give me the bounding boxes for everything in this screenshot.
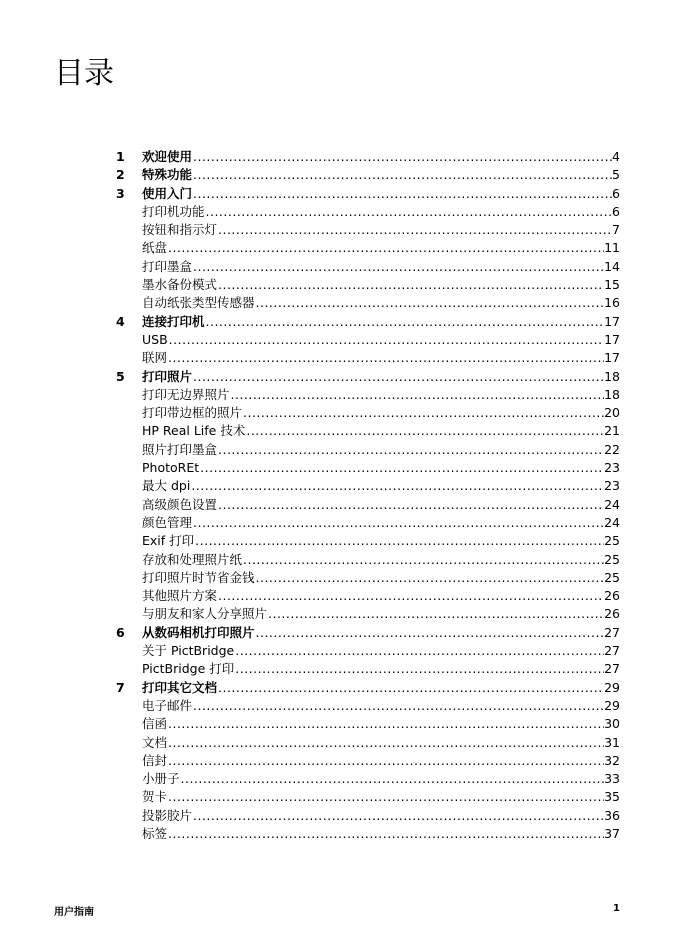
toc-page-number[interactable]: 27 [604, 643, 620, 659]
toc-entry-title[interactable]: 与朋友和家人分享照片 [142, 606, 268, 622]
toc-entry-title[interactable]: 打印其它文档 [142, 679, 218, 695]
toc-entry-title[interactable]: 打印无边界照片 [142, 386, 230, 402]
toc-section-row[interactable] [0, 660, 683, 678]
toc-dot-leader [193, 148, 612, 166]
toc-chapter-row[interactable] [0, 148, 683, 166]
toc-dot-leader [193, 697, 604, 715]
toc-section-row[interactable] [0, 386, 683, 404]
toc-page-number[interactable]: 25 [604, 569, 620, 585]
toc-entry-title[interactable]: 投影胶片 [142, 807, 193, 823]
toc-section-row[interactable] [0, 752, 683, 770]
toc-dot-leader [243, 551, 604, 569]
toc-chapter-row[interactable] [0, 368, 683, 386]
toc-page-number[interactable]: 18 [604, 386, 620, 402]
toc-entry-title[interactable]: 欢迎使用 [142, 149, 193, 164]
toc-entry-line [142, 697, 620, 715]
toc-page-number[interactable]: 36 [604, 807, 620, 823]
toc-entry-title[interactable]: 自动纸张类型传感器 [142, 295, 255, 311]
toc-entry-line [142, 477, 620, 495]
toc-entry-title[interactable]: 打印照片 [142, 368, 193, 384]
toc-chapter-number: 2 [116, 167, 125, 183]
toc-chapter-number: 3 [116, 185, 125, 201]
toc-page-number[interactable]: 24 [604, 514, 620, 530]
toc-section-row[interactable] [0, 496, 683, 514]
toc-entry-title[interactable]: 打印照片时节省金钱 [142, 569, 255, 585]
toc-chapter-row[interactable] [0, 313, 683, 331]
toc-dot-leader [169, 331, 604, 349]
toc-entry-line [142, 441, 620, 459]
toc-dot-leader [231, 386, 605, 404]
toc-dot-leader [200, 459, 604, 477]
toc-dot-leader [256, 569, 605, 587]
toc-entry-title[interactable]: 使用入门 [142, 185, 193, 201]
toc-dot-leader [193, 807, 604, 825]
toc-page-number[interactable]: 29 [604, 697, 620, 713]
toc-section-row[interactable] [0, 770, 683, 788]
toc-dot-leader [256, 294, 605, 312]
toc-entry-line [142, 569, 620, 587]
toc-dot-leader [206, 203, 613, 221]
toc-page-number[interactable]: 22 [604, 441, 620, 457]
toc-dot-leader [218, 441, 604, 459]
toc-entry-line [142, 349, 620, 367]
toc-section-row[interactable] [0, 734, 683, 752]
toc-section-row[interactable] [0, 514, 683, 532]
toc-dot-leader [235, 660, 604, 678]
toc-entry-title[interactable]: 高级颜色设置 [142, 496, 218, 512]
toc-entry-line [142, 148, 620, 166]
toc-dot-leader [218, 221, 612, 239]
toc-entry-title[interactable]: 标签 [142, 825, 168, 841]
toc-chapter-number: 1 [116, 149, 125, 164]
toc-entry-line [142, 605, 620, 623]
toc-entry-line [142, 368, 620, 386]
toc-dot-leader [191, 477, 604, 495]
toc-section-row[interactable] [0, 715, 683, 733]
toc-entry-line [142, 221, 620, 239]
toc-entry-line [142, 825, 620, 843]
toc-page-number[interactable]: 35 [604, 789, 620, 805]
toc-chapter-row[interactable] [0, 166, 683, 184]
toc-page-number[interactable]: 29 [604, 679, 620, 695]
toc-page-number[interactable]: 4 [612, 149, 620, 164]
page-title: 目录 [54, 56, 114, 91]
toc-section-row[interactable] [0, 788, 683, 806]
toc-section-row[interactable] [0, 569, 683, 587]
toc-entry-title[interactable]: 特殊功能 [142, 167, 193, 183]
toc-entry-line [142, 642, 620, 660]
toc-entry-line [142, 514, 620, 532]
toc-page-number[interactable]: 6 [612, 203, 620, 219]
toc-entry-title[interactable]: 小册子 [142, 771, 180, 787]
toc-page-number[interactable]: 37 [604, 825, 620, 841]
toc-entry-title[interactable]: 文档 [142, 734, 168, 750]
toc-page-number[interactable]: 25 [604, 533, 620, 549]
toc-entry-title[interactable]: 最大 dpi [142, 478, 191, 494]
toc-dot-leader [168, 349, 604, 367]
toc-entry-line [142, 386, 620, 404]
toc-page-number[interactable]: 27 [604, 661, 620, 677]
table-of-contents [0, 148, 683, 843]
toc-dot-leader [193, 166, 612, 184]
toc-section-row[interactable] [0, 825, 683, 843]
toc-chapter-row[interactable] [0, 679, 683, 697]
toc-entry-line [142, 788, 620, 806]
toc-section-row[interactable] [0, 807, 683, 825]
toc-entry-title[interactable]: 贺卡 [142, 789, 168, 805]
toc-dot-leader [206, 313, 605, 331]
toc-entry-line [142, 239, 620, 257]
toc-dot-leader [218, 276, 604, 294]
toc-entry-title[interactable]: 打印机功能 [142, 203, 205, 219]
toc-dot-leader [218, 679, 604, 697]
toc-page-number[interactable]: 6 [612, 185, 620, 201]
toc-section-row[interactable] [0, 331, 683, 349]
toc-page-number[interactable]: 30 [604, 716, 620, 732]
toc-page-number[interactable]: 23 [604, 460, 620, 476]
toc-entry-title[interactable]: 电子邮件 [142, 697, 193, 713]
toc-page-number[interactable]: 27 [604, 624, 620, 640]
toc-entry-title[interactable]: 打印墨盒 [142, 258, 193, 274]
toc-page-number[interactable]: 15 [604, 277, 620, 293]
toc-chapter-row[interactable] [0, 624, 683, 642]
toc-dot-leader [256, 624, 605, 642]
toc-entry-title[interactable]: 关于 PictBridge [142, 643, 235, 659]
toc-dot-leader [193, 514, 604, 532]
toc-entry-line [142, 166, 620, 184]
toc-entry-line [142, 770, 620, 788]
toc-page-number[interactable]: 17 [604, 313, 620, 329]
toc-page-number[interactable]: 26 [604, 588, 620, 604]
toc-section-row[interactable] [0, 221, 683, 239]
toc-section-row[interactable] [0, 697, 683, 715]
toc-entry-title[interactable]: 从数码相机打印照片 [142, 624, 255, 640]
toc-dot-leader [168, 239, 604, 257]
toc-dot-leader [218, 587, 604, 605]
toc-dot-leader [181, 770, 605, 788]
toc-page-number[interactable]: 7 [612, 222, 620, 238]
toc-page-number[interactable]: 31 [604, 734, 620, 750]
toc-dot-leader [168, 825, 604, 843]
toc-entry-title[interactable]: 连接打印机 [142, 313, 205, 329]
toc-section-row[interactable] [0, 349, 683, 367]
toc-entry-line [142, 276, 620, 294]
toc-section-row[interactable] [0, 441, 683, 459]
toc-entry-line [142, 496, 620, 514]
toc-section-row[interactable] [0, 532, 683, 550]
toc-entry-line [142, 459, 620, 477]
toc-dot-leader [193, 185, 612, 203]
toc-page-number[interactable]: 17 [604, 350, 620, 366]
toc-section-row[interactable] [0, 605, 683, 623]
toc-chapter-number: 4 [116, 313, 125, 329]
toc-section-row[interactable] [0, 239, 683, 257]
toc-chapter-row[interactable] [0, 185, 683, 203]
toc-entry-title[interactable]: 联网 [142, 350, 168, 366]
toc-entry-title[interactable]: 打印带边框的照片 [142, 405, 243, 421]
toc-section-row[interactable] [0, 404, 683, 422]
toc-dot-leader [193, 258, 604, 276]
toc-chapter-number: 6 [116, 624, 125, 640]
toc-section-row[interactable] [0, 477, 683, 495]
toc-section-row[interactable] [0, 276, 683, 294]
toc-entry-title[interactable]: USB [142, 331, 168, 347]
toc-section-row[interactable] [0, 642, 683, 660]
toc-entry-line [142, 185, 620, 203]
toc-section-row[interactable] [0, 587, 683, 605]
toc-entry-line [142, 331, 620, 349]
toc-entry-title[interactable]: 纸盘 [142, 240, 168, 256]
toc-entry-title[interactable]: 信封 [142, 752, 168, 768]
toc-entry-title[interactable]: PhotoREt [142, 460, 200, 476]
toc-entry-line [142, 203, 620, 221]
toc-entry-line [142, 734, 620, 752]
toc-page-number[interactable]: 16 [604, 295, 620, 311]
toc-entry-line [142, 715, 620, 733]
toc-entry-line [142, 807, 620, 825]
toc-page-number[interactable]: 23 [604, 478, 620, 494]
toc-section-row[interactable] [0, 422, 683, 440]
toc-entry-title[interactable]: Exif 打印 [142, 533, 195, 549]
toc-dot-leader [168, 752, 604, 770]
toc-dot-leader [168, 715, 604, 733]
toc-dot-leader [218, 496, 604, 514]
toc-chapter-number: 7 [116, 679, 125, 695]
toc-page-number[interactable]: 24 [604, 496, 620, 512]
toc-entry-title[interactable]: 颜色管理 [142, 514, 193, 530]
toc-entry-line [142, 660, 620, 678]
toc-entry-title[interactable]: 其他照片方案 [142, 588, 218, 604]
toc-page-number[interactable]: 17 [604, 331, 620, 347]
toc-dot-leader [193, 368, 604, 386]
toc-dot-leader [195, 532, 604, 550]
toc-entry-line [142, 294, 620, 312]
toc-entry-line [142, 752, 620, 770]
toc-dot-leader [235, 642, 604, 660]
toc-page-number[interactable]: 32 [604, 752, 620, 768]
toc-page-number[interactable]: 33 [604, 771, 620, 787]
toc-entry-title[interactable]: 墨水备份模式 [142, 277, 218, 293]
toc-entry-line [142, 258, 620, 276]
toc-entry-line [142, 532, 620, 550]
toc-entry-line [142, 679, 620, 697]
toc-entry-line [142, 624, 620, 642]
toc-entry-title[interactable]: 存放和处理照片纸 [142, 551, 243, 567]
toc-dot-leader [246, 422, 604, 440]
toc-page-number[interactable]: 25 [604, 551, 620, 567]
toc-section-row[interactable] [0, 459, 683, 477]
toc-page-number[interactable]: 21 [604, 423, 620, 439]
toc-entry-title[interactable]: 照片打印墨盒 [142, 441, 218, 457]
toc-page-number[interactable]: 11 [604, 240, 620, 256]
toc-entry-line [142, 404, 620, 422]
toc-page-number[interactable]: 14 [604, 258, 620, 274]
toc-entry-title[interactable]: 按钮和指示灯 [142, 222, 218, 238]
toc-page-number[interactable]: 5 [612, 167, 620, 183]
toc-page-number[interactable]: 26 [604, 606, 620, 622]
toc-section-row[interactable] [0, 551, 683, 569]
toc-dot-leader [168, 788, 604, 806]
footer-guide-name: 用户指南 [54, 907, 94, 918]
toc-dot-leader [168, 734, 604, 752]
toc-entry-title[interactable]: PictBridge 打印 [142, 661, 235, 677]
toc-section-row[interactable] [0, 294, 683, 312]
toc-entry-line [142, 587, 620, 605]
toc-entry-line [142, 422, 620, 440]
toc-entry-line [142, 551, 620, 569]
toc-section-row[interactable] [0, 203, 683, 221]
toc-entry-title[interactable]: HP Real Life 技术 [142, 423, 246, 439]
toc-entry-line [142, 313, 620, 331]
toc-entry-title[interactable]: 信函 [142, 716, 168, 732]
toc-page-number[interactable]: 18 [604, 368, 620, 384]
toc-chapter-number: 5 [116, 368, 125, 384]
toc-section-row[interactable] [0, 258, 683, 276]
toc-dot-leader [268, 605, 604, 623]
footer-page-number: 1 [613, 903, 620, 914]
toc-dot-leader [243, 404, 604, 422]
toc-page-number[interactable]: 20 [604, 405, 620, 421]
